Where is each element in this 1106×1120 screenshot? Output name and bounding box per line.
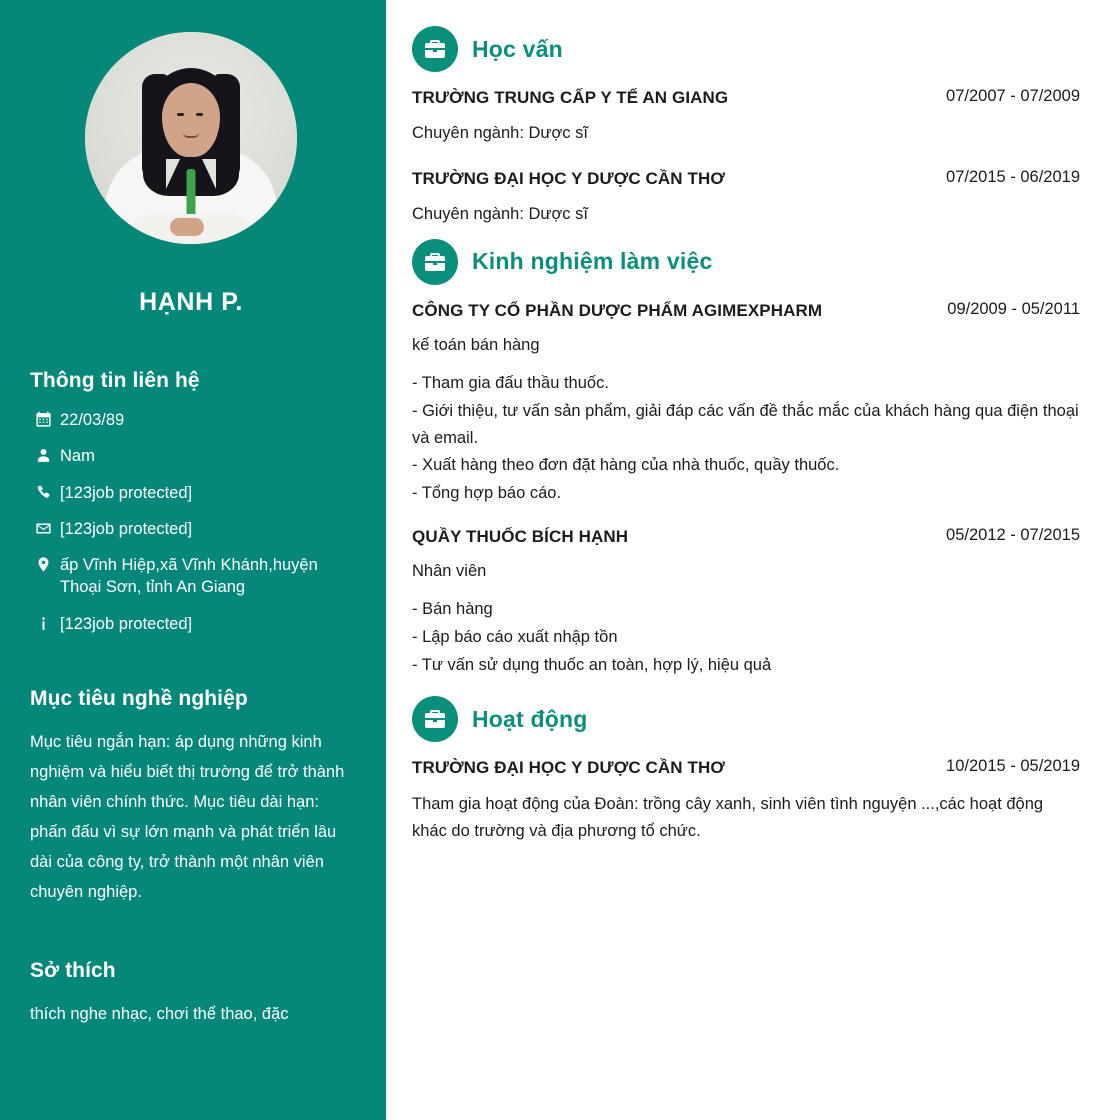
education-entry-2-head [412,167,1080,192]
contact-item-phone [30,482,352,504]
experience-header [412,239,1080,285]
activities-entry-1-head [412,756,1080,781]
objective-text: Mục tiêu ngắn hạn: áp dụng những kinh nghiệm và hiểu biết thị trường để trở thành nhân viên chính thức. Mục tiêu dài hạn: phấn đấu vì sự lớn mạnh và phát triển lâu dài của công ty, trở thành một nhân viên chuyên nghiệp. [30,732,345,901]
contact-value-info: [123job protected] [60,614,193,633]
location-pin-icon [30,554,56,573]
avatar [85,32,297,244]
activities-entry-1-org: TRƯỜNG ĐẠI HỌC Y DƯỢC CẦN THƠ [412,758,725,778]
experience-entry-1 [412,299,1080,507]
education-entry-1-date: 07/2007 - 07/2009 [946,87,1080,105]
contact-item-address [30,554,352,599]
hobby-text: thích nghe nhạc, chơi thể thao, đặc [30,1004,289,1023]
avatar-eye-right [196,113,203,116]
education-entry-2-school: TRƯỜNG ĐẠI HỌC Y DƯỢC CẦN THƠ [412,169,725,189]
contact-value-phone: [123job protected] [60,483,193,502]
section-activities [412,696,1080,844]
education-header [412,26,1080,72]
briefcase-icon [412,26,458,72]
contact-item-email [30,518,352,540]
avatar-hand [170,218,204,236]
education-entry-1-head [412,86,1080,111]
contact-value-address: ấp Vĩnh Hiệp,xã Vĩnh Khánh,huyện Thoại Sơn, tỉnh An Giang [60,556,318,597]
briefcase-icon [412,239,458,285]
experience-entry-2-bullets [412,596,1080,678]
avatar-container [30,32,352,244]
avatar-face [162,83,220,157]
experience-entry-2-bullet-1: - Bán hàng [412,600,493,619]
activities-entry-1-date: 10/2015 - 05/2019 [946,757,1080,776]
hobby-section-heading: Sở thích [30,958,116,982]
activities-entry-1-description: Tham gia hoạt động của Đoàn: trồng cây xanh, sinh viên tình nguyện ...,các hoạt động khác do trường và địa phương tổ chức. [412,794,1044,840]
briefcase-icon [412,696,458,742]
contact-value-email: [123job protected] [60,519,193,538]
experience-entry-2-company: QUẦY THUỐC BÍCH HẠNH [412,526,629,546]
calendar-icon [30,409,56,428]
education-entry-2-date: 07/2015 - 06/2019 [946,168,1080,187]
avatar-collar-right [202,159,216,189]
avatar-collar-left [166,159,180,189]
phone-icon [30,482,56,501]
sidebar [0,0,386,1120]
experience-entry-2-bullet-2: - Lập báo cáo xuất nhập tồn [412,627,618,646]
contact-item-info [30,613,352,635]
contact-section-heading: Thông tin liên hệ [30,369,200,392]
education-entry-2-major: Chuyên ngành: Dược sĩ [412,205,588,224]
experience-entry-1-date: 09/2009 - 05/2011 [947,299,1080,318]
activities-header [412,696,1080,742]
experience-entry-1-bullet-1: - Tham gia đấu thầu thuốc. [412,374,609,393]
contact-item-gender [30,445,352,467]
experience-entry-2-bullet-3: - Tư vấn sử dụng thuốc an toàn, hợp lý, hiệu quả [412,655,772,674]
person-icon [30,445,56,464]
contact-value-gender: Nam [60,447,95,466]
education-entry-1-school: TRƯỜNG TRUNG CẤP Y TẾ AN GIANG [412,88,729,107]
experience-entry-2-head [412,525,1080,550]
experience-entry-2-role: Nhân viên [412,562,487,581]
experience-title: Kinh nghiệm làm việc [472,248,713,275]
education-entry-2 [412,167,1080,226]
section-education [412,26,1080,227]
main-content [386,0,1106,1120]
education-entry-1-major: Chuyên ngành: Dược sĩ [412,123,588,142]
experience-entry-1-bullet-3: - Xuất hàng theo đơn đặt hàng của nhà thuốc, quầy thuốc. [412,456,840,475]
experience-entry-1-bullet-4: - Tổng hợp báo cáo. [412,484,562,503]
contact-list [30,409,352,635]
info-icon [30,613,56,632]
experience-entry-1-bullets [412,370,1080,507]
education-title: Học vấn [472,35,563,62]
contact-item-birthdate [30,409,352,431]
section-experience [412,239,1080,679]
activities-entry-1 [412,756,1080,844]
education-entry-1 [412,86,1080,145]
candidate-name: HẠNH P. [139,288,243,316]
experience-entry-1-company: CÔNG TY CỔ PHẦN DƯỢC PHẨM AGIMEXPHARM [412,300,823,320]
avatar-mouth [183,133,199,138]
experience-entry-1-bullet-2: - Giới thiệu, tư vấn sản phẩm, giải đáp các vấn đề thắc mắc của khách hàng qua điện thoại và email. [412,401,1079,447]
envelope-icon [30,518,56,537]
objective-section-heading: Mục tiêu nghề nghiệp [30,686,248,710]
activities-title: Hoạt động [472,705,588,732]
avatar-eye-left [177,113,184,116]
experience-entry-2 [412,525,1080,679]
experience-entry-2-date: 05/2012 - 07/2015 [946,525,1080,544]
contact-value-birthdate: 22/03/89 [60,411,125,429]
experience-entry-1-role: kế toán bán hàng [412,336,540,355]
experience-entry-1-head [412,299,1080,324]
